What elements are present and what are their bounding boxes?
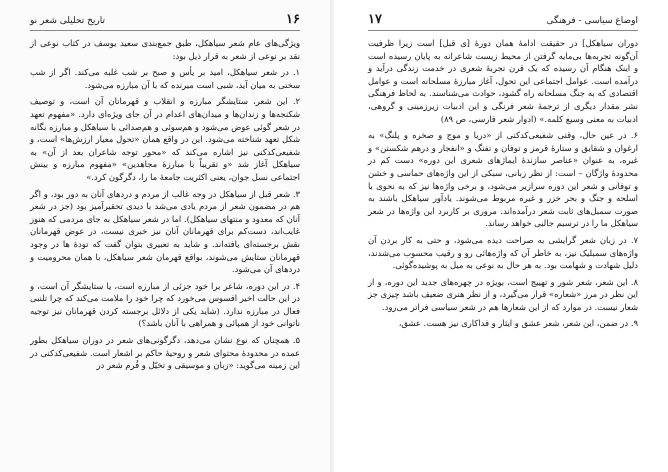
right-paragraph-3: ۷. در زبان شعر گرایشی به صراحت دیده می‌شود، و حتی به کار بردن آن واژه‌های سمبلیک نیز، به خاطر آن که واژه‌هائی رو و رقیب محسوب می‌شدند، دلیل شهادت و شهامت بود. به هر حال به نوعی به میل به پوشیده‌گوئی. xyxy=(368,234,638,271)
left-page-header xyxy=(30,14,300,31)
right-paragraph-4: ۸. این شعر، شعر شور و تهییج است، بویژه در چهره‌های جدید این دوره، و از این نظر در مرز «شعاره» قرار می‌گیرد، و از نظر هنری ضعیف باشد چیزی جز شعار نیست. در موارد که از این شعارها هم در شعر سیاسی فراتر می‌رود. xyxy=(368,276,638,312)
left-paragraph-5: ۴. در این دوره، شاعر برا خود جزئی از مبارزه است، یا ستایشگر آن است، و در این حالت اخیر افسوس می‌خورد که چرا خود را ملامت می‌کند که چرا تلنبی فعال در مبارزه ندارد. (شاید یکی از دلائل برجسته کردن قهرمانان نیز توجیه ناتوانی خود از همپائی و همراهی با آنان باشد؟) xyxy=(30,280,300,329)
left-paragraph-1: ویژگی‌های عام شعر سیاهکل، طبق جمع‌بندی سعید یوسف در کتاب نوعی از نقد بر نوعی از شعر به قرار ذیل بود: xyxy=(30,38,300,61)
left-paragraph-2: ۱. در شعر سیاهکل، امید بر یأس و صبح بر شب غلبه می‌کند. اگر از شب سخنی به میان آید، شبی است میرنده که با آن مبارزه می‌شود. xyxy=(30,67,300,90)
right-paragraph-5: ۹. در ضمن، این شعر، شعر عشق و ایثار و فداکاری نیز هست. عشق، xyxy=(398,318,638,329)
right-paragraph-2: ۶. در عین حال، وقتی شفیعی‌کدکنی از «دریا و موج و صخره و پلنگ» به ارغوان و شقایق و ستارهٔ قرمز و توفان و تفنگ و «انفجار و درهم شکستن» و غیره، به عنوان «عناصر سازندهٔ ایماژهای شعری این دوره» دست کم در محدودهٔ واژگان – است: از نظر زبانی، سبکی از این واژه‌های حماسی و خشن و توفانی و شعر این دوره سرازیر می‌شود، و برخی واژه‌ها نیز که به نحوی با اسلحه و جنگ و بحر خزر و غیره مربوط می‌شوند. یادآور سیاهکل باشند به صورت سمبل‌های ثابت شعر درآمده‌اند. مروری بر کاربرد این واژه‌ها در شعر سیاهکل ما را در ترسیم جالبی خواهد رساند. xyxy=(368,130,638,229)
left-paragraph-4: ۳. شعر قبل از سیاهکل در وجه غالب از مردم و دردهای آنان به دور بود، و اگر هم در مضمون شعر از مردم یادی می‌شد با دیدی تحقیرآمیز بود (جز در شعر آنان که معدود و منتهای سیاهکل). اما در شعر سیاهکل به جای مردمی که هنوز غایب‌اند، دست‌کم برای قهرمانان آنان نیز خبری نیست، در عوض قهرمانان نقش برجسته‌ای یافته‌اند. و شاید به تعبیری بتوان گفت که تودهٔ ها در وجود قهرمانان ستایش می‌شوند، بواقع قهرمان شعر سیاهکل، با همان محرومیت و دردهای آن می‌شود. xyxy=(30,188,300,275)
right-paragraph-1: دوران سیاهکل] در حقیقت ادامهٔ همان دورهٔ [ی قبل] است زیرا ظرفیت آن‌گونه تجربه‌ها بی‌مایه گرفتن از محیط زیست شاعرانه به پایان رسیده است و اینک هنگام آن رسیده که یک قرن تجربهٔ شعری در خدمت زندگی درآید و درآمده است. عوامل اجتماعی این تحول، آغاز مبارزهٔ مسلحانه است و عوامل اقتصادی که به جنگ مسلحانه راه گشود، حوادث می‌شناسند. به لحاظ فرهنگی نشر مقدار دیگری از ترجمهٔ شعر فرنگی و این ادبیات زیرزمینی و گروهی، ادبیات به معنی وسیع کلمه.» (ادوار شعر فارسی، ص ۸۹) xyxy=(368,38,638,124)
right-page xyxy=(334,0,668,472)
left-page-body xyxy=(30,37,300,372)
right-page-header xyxy=(368,14,638,31)
left-paragraph-6: ۵. همچنان که نوع نشان می‌دهد، دگرگونی‌های شعر در دوران سیاهکل بطور عمده در محدودهٔ محتوای شعر و روحیهٔ حاکم بر اشعار است. شفیعی‌کدکنی در این زمینه می‌گوید: «زبان و موسیقی و تخیّل و فُرم شعر در xyxy=(30,335,300,371)
right-page-number: ۱۷ xyxy=(368,12,382,27)
left-page-number: ۱۶ xyxy=(286,12,300,27)
right-page-body xyxy=(368,37,638,330)
left-running-title: تاریخ تحلیلی شعر نو xyxy=(30,16,105,26)
right-running-title: اوضاع سیاسی - فرهنگی xyxy=(546,16,638,26)
left-paragraph-3: ۲. این شعر، ستایشگر مبارزه و انقلاب و قهرمانان آن است، و توصیف شکنجه‌ها و زندان‌ها و میدان‌های اعدام در آن جای ویژه‌ای دارد. «مفهوم تعهد در شعر گوئی عوض می‌شود و هم‌سوئی و هم‌صدائی با سیاهکل و مبارزه بگانه شکل تعهد شناخته می‌شود. این در واقع همان «تحول معیار ارزش‌ها» است، و شفیعی‌کدکنی نیز اشاره می‌کند که «محور توجه شاعران بعد از آن» به سیاهکل آغاز شد «و تقریباً با مبارزهٔ مجاهدین» «مفهوم مبارزه و بینش اجتماعی نسل جوان، یعنی اکثریت جامعهٔ ما را، دگرگون کرد.» xyxy=(30,96,300,182)
